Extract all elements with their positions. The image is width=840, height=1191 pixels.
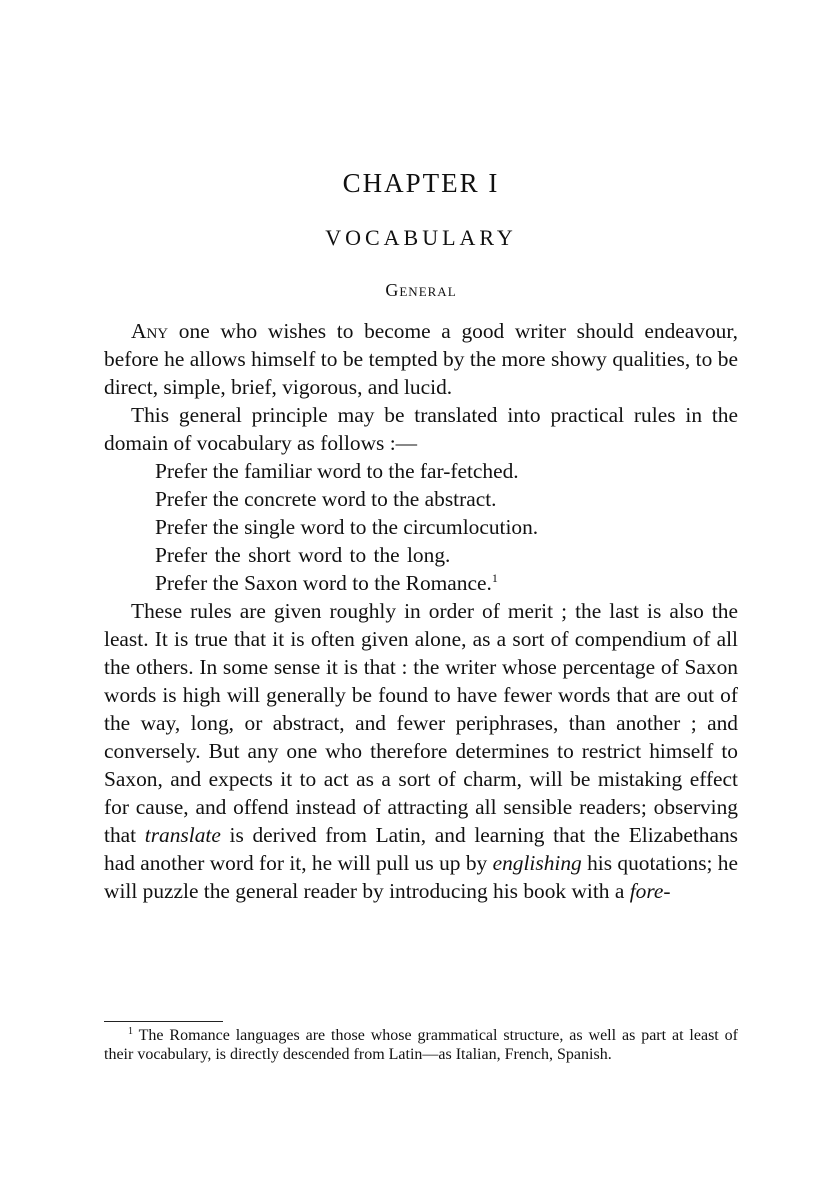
paragraph-1-text: one who wishes to become a good writer should endeavour, before he allows himself to be tempted by the more showy qualities, to be direct, simple, brief, vigorous, and lucid.: [104, 319, 738, 399]
rule-item: Prefer the short word to the long.: [155, 543, 451, 567]
rule-item: [104, 569, 738, 597]
section-heading: General: [385, 280, 457, 300]
footnote-mark: 1: [128, 1026, 133, 1037]
paragraph-1-lead: Any: [131, 319, 169, 343]
footnote-divider: [104, 1021, 223, 1022]
book-page: [104, 0, 738, 1191]
italic-word-fore: fore-: [629, 879, 671, 903]
paragraph-1: [104, 317, 738, 401]
footnote: [104, 1026, 738, 1064]
paragraph-3: [104, 597, 738, 905]
italic-word-englishing: englishing: [492, 851, 582, 875]
paragraph-2: This general principle may be translated into practical rules in the domain of vocabulary as follows :—: [104, 403, 738, 455]
chapter-title: VOCABULARY: [325, 225, 517, 250]
rule-item-text: Prefer the Saxon word to the Romance.: [155, 571, 492, 595]
chapter-heading: CHAPTER I: [342, 168, 500, 198]
italic-word-translate: translate: [144, 823, 221, 847]
rule-item: Prefer the familiar word to the far-fetched.: [155, 459, 519, 483]
footnote-reference[interactable]: 1: [491, 571, 498, 585]
paragraph-3-text-b: is derived from Latin, and learning that the Elizabethans had another word for it, he will pull us up by: [104, 823, 738, 875]
paragraph-3-text-c: his quotations; he will puzzle the general reader by introducing his book with a: [104, 851, 738, 903]
body-text: [104, 317, 738, 905]
rule-item: Prefer the single word to the circumlocution.: [155, 515, 539, 539]
paragraph-3-text-a: These rules are given roughly in order of merit ; the last is also the least. It is true that it is often given alone, as a sort of compendium of all the others. In some sense it is that : the writer whose percentage of Saxon words is high will generally be found to have fewer words that are out of the way, long, or abstract, and fewer periphrases, than another ; and conversely. But any one who therefore determines to restrict himself to Saxon, and expects it to act as a sort of charm, will be mistaking effect for cause, and offend instead of attracting all sensible readers; observing that: [104, 599, 738, 847]
rules-list: [104, 457, 738, 597]
footnote-text: The Romance languages are those whose grammatical structure, as well as part at least of their vocabulary, is directly descended from Latin—as Italian, French, Spanish.: [104, 1027, 738, 1063]
rule-item: Prefer the concrete word to the abstract.: [155, 487, 497, 511]
